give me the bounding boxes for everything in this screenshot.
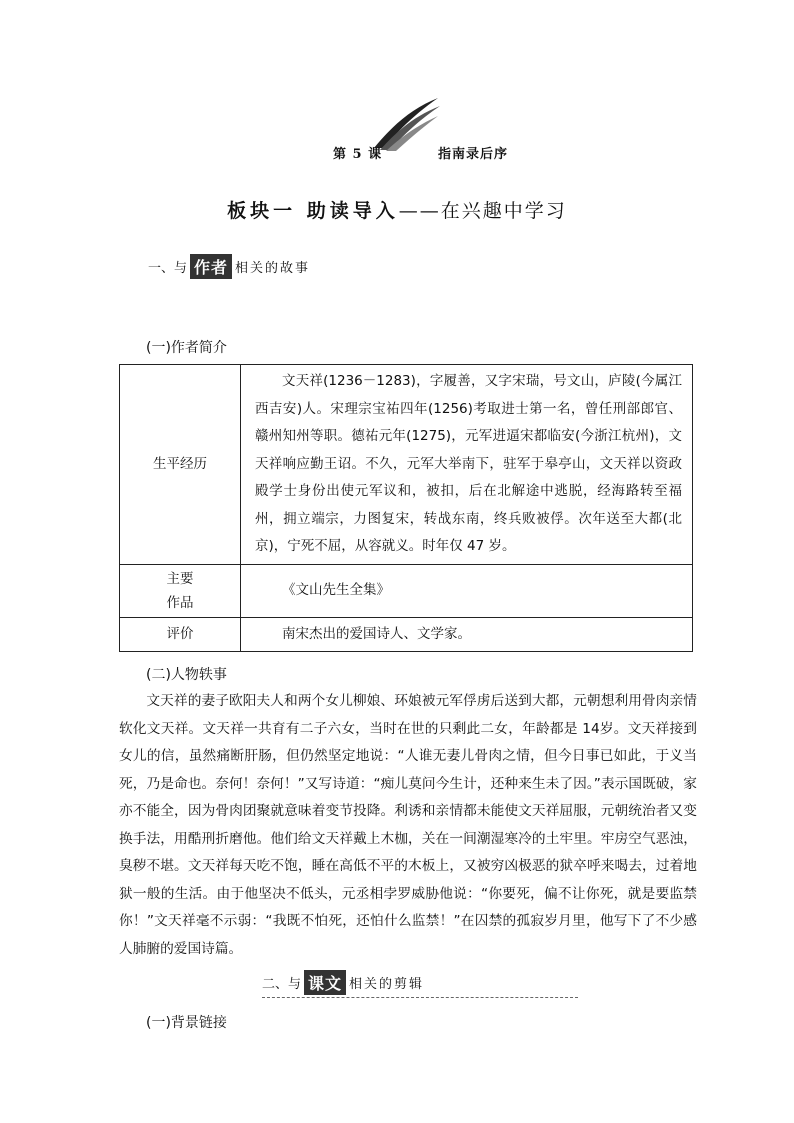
section-title (0, 196, 794, 223)
part-two-suffix: 相关的剪辑 (349, 977, 425, 992)
author-profile-table (119, 364, 693, 652)
row-label-evaluation: 评价 (120, 617, 241, 652)
part-one-prefix: 一、与 (148, 261, 188, 276)
part-one-badge: 作者 (190, 254, 232, 279)
row-label-life: 生平经历 (120, 365, 241, 565)
part-one-suffix: 相关的故事 (235, 261, 311, 276)
lesson-title: 指南录后序 (438, 147, 509, 162)
works-label-line1: 主要 (166, 570, 194, 587)
part-two-prefix: 二、与 (262, 977, 302, 992)
section-title-main: 板块一 助读导入 (227, 200, 399, 222)
works-text: 《文山先生全集》 (282, 581, 390, 598)
row-label-works (120, 564, 241, 617)
row-content-evaluation (241, 617, 693, 652)
background-heading: (一)背景链接 (146, 1015, 227, 1031)
author-intro-heading: (一)作者简介 (146, 340, 227, 356)
table-row (120, 617, 693, 652)
part-two-badge: 课文 (304, 970, 346, 995)
life-text: 文天祥(1236－1283)，字履善，又字宋瑞，号文山，庐陵(今属江西吉安)人。宋理宗宝祐四年(1256)考取进士第一名，曾任刑部郎官、赣州知州等职。德祐元年(1275)，元军进逼宋都临安(今浙江杭州)，文天祥响应勤王诏。不久，元军大举南下，驻军于皋亭山，文天祥以资政殿学士身份出使元军议和，被扣，后在北解途中逃脱，经海路转至福州，拥立端宗，力图复宋，转战东南，终兵败被俘。次年送至大都(北京)，宁死不屈，从容就义。时年仅 47 岁。 (255, 373, 682, 554)
part-two-heading (262, 970, 578, 998)
anecdote-heading: (二)人物轶事 (146, 667, 227, 683)
row-content-life (241, 365, 693, 565)
lesson-number: 第 5 课 (333, 147, 383, 162)
table-row (120, 564, 693, 617)
anecdote-paragraph: 文天祥的妻子欧阳夫人和两个女儿柳娘、环娘被元军俘虏后送到大都，元朝想利用骨肉亲情软化文天祥。文天祥一共育有二子六女，当时在世的只剩此二女，年龄都是 14岁。文天祥接到女儿的信，虽然痛断肝肠，但仍然坚定地说：“人谁无妻儿骨肉之情，但今日事已如此，于义当死，乃是命也。奈何！奈何！”又写诗道：“痴儿莫问今生计，还种来生未了因。”表示国既破，家亦不能全，因为骨肉团聚就意味着变节投降。利诱和亲情都未能使文天祥屈服，元朝统治者又变换手法，用酷刑折磨他。他们给文天祥戴上木枷，关在一间潮湿寒冷的土牢里。牢房空气恶浊，臭秽不堪。文天祥每天吃不饱，睡在高低不平的木板上，又被穷凶极恶的狱卒呼来喝去，过着地狱一般的生活。由于他坚决不低头，元丞相孛罗威胁他说：“你要死，偏不让你死，就是要监禁你！”文天祥毫不示弱：“我既不怕死，还怕什么监禁！”在囚禁的孤寂岁月里，他写下了不少感人肺腑的爱国诗篇。 (119, 693, 697, 957)
part-one-heading (148, 254, 310, 279)
section-title-sub: ——在兴趣中学习 (398, 200, 567, 222)
row-content-works (241, 564, 693, 617)
swoosh-logo-icon (372, 96, 442, 152)
table-row (120, 365, 693, 565)
evaluation-text: 南宋杰出的爱国诗人、文学家。 (282, 625, 471, 642)
works-label-line2: 作品 (166, 594, 194, 611)
